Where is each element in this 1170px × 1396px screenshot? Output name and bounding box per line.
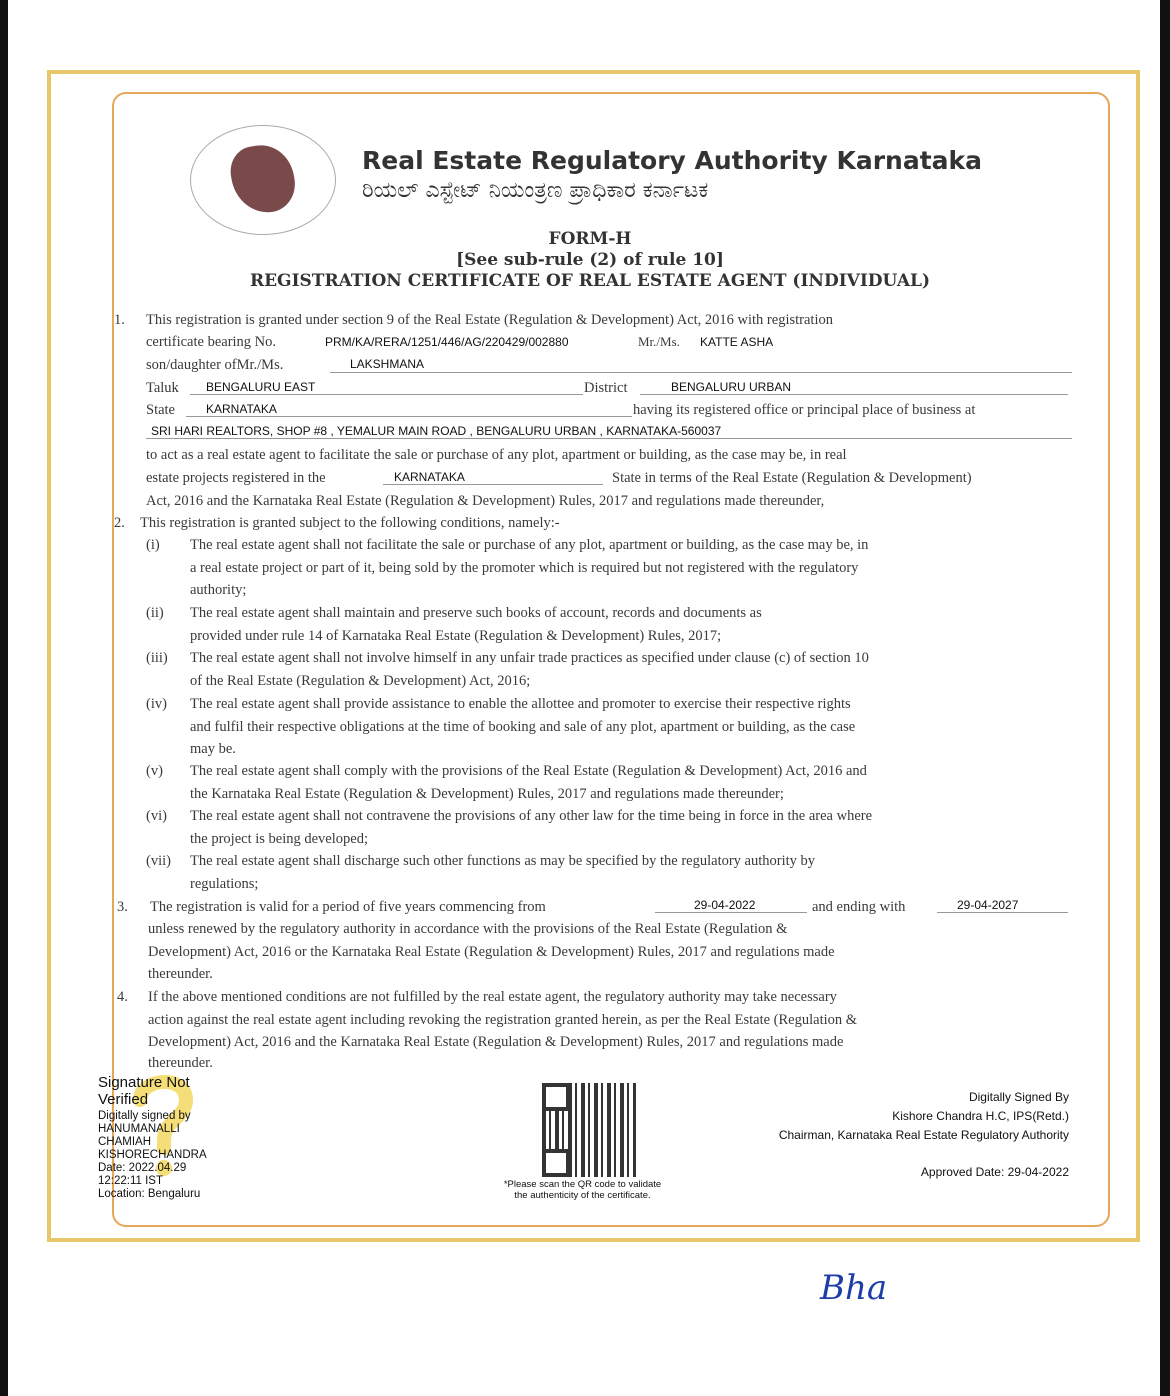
signature-detail-line: Digitally signed by <box>98 1110 191 1122</box>
condition-number: (vii) <box>146 853 171 869</box>
state-value: KARNATAKA <box>206 402 277 416</box>
para1-line: Act, 2016 and the Karnataka Real Estate (Regulation & Development) Rules, 2017 and regulations made thereunder, <box>146 493 825 509</box>
condition-number: (vi) <box>146 808 167 824</box>
digital-signature-details <box>98 1110 207 1201</box>
condition-number: (i) <box>146 537 160 553</box>
para-number: 1. <box>114 312 125 328</box>
right-edge <box>1160 0 1170 1396</box>
condition-text: The real estate agent shall provide assistance to enable the allottee and promoter to exercise their respective rights <box>190 696 851 712</box>
para-number: 4. <box>117 989 128 1005</box>
para3-line: unless renewed by the regulatory authority in accordance with the provisions of the Real Estate (Regulation & <box>148 921 788 937</box>
condition-text: and fulfil their respective obligations at the time of booking and sale of any plot, apartment or building, as the case <box>190 718 856 735</box>
para3-line: Development) Act, 2016 or the Karnataka Real Estate (Regulation & Development) Rules, 2017 and regulations made <box>148 944 835 960</box>
signature-detail-line: CHAMIAH <box>98 1136 152 1148</box>
handwritten-signature: Bha <box>820 1268 888 1308</box>
condition-text: The real estate agent shall not facilitate the sale or purchase of any plot, apartment or building, as the case may be, in <box>190 537 869 553</box>
signature-detail-line: HANUMANALLI <box>98 1123 180 1135</box>
son-of-label: son/daughter ofMr./Ms. <box>146 357 284 373</box>
authority-title: Real Estate Regulatory Authority Karnataka <box>362 146 983 175</box>
left-edge <box>0 0 8 1396</box>
para-number: 2. <box>114 515 125 531</box>
taluk-label: Taluk <box>146 380 179 396</box>
valid-to-date: 29-04-2027 <box>957 898 1019 912</box>
qr-note: *Please scan the QR code to validate the authenticity of the certificate. <box>503 1179 662 1201</box>
condition-text: provided under rule 14 of Karnataka Real Estate (Regulation & Development) Rules, 2017; <box>190 627 722 644</box>
condition-text: may be. <box>190 741 236 757</box>
para3-line: and ending with <box>812 899 906 915</box>
signature-detail-line: KISHORECHANDRA <box>98 1149 207 1161</box>
form-subrule: [See sub-rule (2) of rule 10] <box>456 250 724 270</box>
condition-number: (iv) <box>146 696 167 712</box>
certificate-heading: REGISTRATION CERTIFICATE OF REAL ESTATE AGENT (INDIVIDUAL) <box>249 271 931 291</box>
authority-title-kannada: ರಿಯಲ್ ಎಸ್ಟೇಟ್ ನಿಯಂತ್ರಣ ಪ್ರಾಧಿಕಾರ ಕರ್ನಾಟಕ <box>362 178 709 203</box>
taluk-value: BENGALURU EAST <box>206 380 316 394</box>
agent-name: KATTE ASHA <box>700 335 774 349</box>
district-value: BENGALURU URBAN <box>671 380 792 394</box>
condition-text: of the Real Estate (Regulation & Development) Act, 2016; <box>190 672 531 689</box>
state-label: State <box>146 402 175 418</box>
signature-detail-line: 12:22:11 IST <box>98 1175 163 1187</box>
condition-text: regulations; <box>190 875 259 892</box>
condition-text: The real estate agent shall not contravene the provisions of any other law for the time being in force in the area where <box>190 808 873 824</box>
valid-from-date: 29-04-2022 <box>694 898 756 912</box>
signature-detail-line: Location: Bengaluru <box>98 1188 201 1200</box>
approved-date: Approved Date: 29-04-2022 <box>920 1165 1069 1179</box>
para1-line: estate projects registered in the <box>146 470 326 486</box>
certificate-number: PRM/KA/RERA/1251/446/AG/220429/002880 <box>325 335 569 349</box>
condition-text: the project is being developed; <box>190 830 368 847</box>
condition-number: (iii) <box>146 650 168 666</box>
business-address: SRI HARI REALTORS, SHOP #8 , YEMALUR MAIN ROAD , BENGALURU URBAN , KARNATAKA-560037 <box>151 424 722 438</box>
qr-code[interactable] <box>542 1083 636 1177</box>
mrms-label: Mr./Ms. <box>638 334 680 349</box>
condition-text: The real estate agent shall not involve himself in any unfair trade practices as specified under clause (c) of section 10 <box>190 650 869 666</box>
signature-status: Signature Not Verified <box>98 1074 190 1108</box>
para4-line: action against the real estate agent including revoking the registration granted herein, as per the Real Estate (Regulation & <box>148 1012 858 1028</box>
cert-label: certificate bearing No. <box>146 334 277 350</box>
para1-line: to act as a real estate agent to facilitate the sale or purchase of any plot, apartment or building, as the case may be, in real <box>146 447 847 463</box>
para1-line: This registration is granted under section 9 of the Real Estate (Regulation & Development) Act, 2016 with registration <box>146 312 833 328</box>
para3-line: The registration is valid for a period of five years commencing from <box>150 899 546 915</box>
authority-signature: Digitally Signed By Kishore Chandra H.C, IPS(Retd.) Chairman, Karnataka Real Estate Regulatory Authority Approved Date: 29-04-2022 <box>779 1088 1069 1182</box>
condition-text: the Karnataka Real Estate (Regulation & Development) Rules, 2017 and regulations made thereunder; <box>190 785 784 802</box>
condition-text: The real estate agent shall discharge such other functions as may be specified by the regulatory authority by <box>190 853 816 869</box>
condition-text: The real estate agent shall maintain and preserve such books of account, records and documents as <box>190 605 762 621</box>
condition-text: a real estate project or part of it, being sold by the promoter which is required but not registered with the regulatory <box>190 559 859 576</box>
condition-number: (ii) <box>146 605 164 621</box>
parent-name: LAKSHMANA <box>350 357 425 371</box>
condition-text: authority; <box>190 582 247 598</box>
para-number: 3. <box>117 899 128 915</box>
condition-number: (v) <box>146 763 163 779</box>
para4-line: thereunder. <box>148 1055 213 1071</box>
form-name: FORM-H <box>548 229 632 249</box>
para3-line: thereunder. <box>148 966 213 982</box>
office-label: having its registered office or principal place of business at <box>633 402 976 418</box>
condition-text: The real estate agent shall comply with the provisions of the Real Estate (Regulation & Development) Act, 2016 and <box>190 763 867 779</box>
para4-line: If the above mentioned conditions are not fulfilled by the real estate agent, the regulatory authority may take necessary <box>148 989 837 1005</box>
para2-text: This registration is granted subject to the following conditions, namely:- <box>140 515 560 531</box>
district-label: District <box>584 380 628 396</box>
para1-line: State in terms of the Real Estate (Regulation & Development) <box>612 470 972 486</box>
project-state: KARNATAKA <box>394 470 465 484</box>
signature-detail-line: Date: 2022.04.29 <box>98 1162 187 1174</box>
para4-line: Development) Act, 2016 and the Karnataka Real Estate (Regulation & Development) Rules, 2017 and regulations made <box>148 1034 844 1050</box>
